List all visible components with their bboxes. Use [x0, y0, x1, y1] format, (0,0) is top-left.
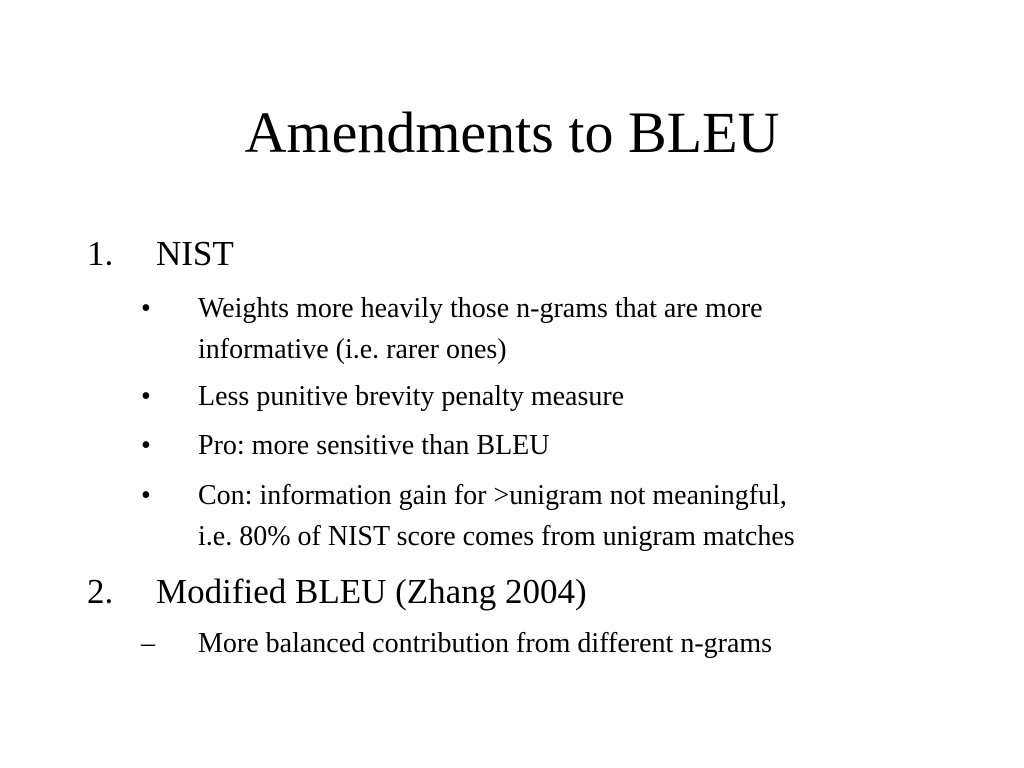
sub-item	[0, 288, 1024, 370]
sub-item	[0, 376, 1024, 417]
bullet-marker: •	[141, 293, 151, 324]
bullet-marker: •	[141, 430, 151, 461]
sub-item	[0, 623, 1024, 664]
list-item-modified-bleu	[0, 572, 1024, 612]
bullet-marker: •	[141, 381, 151, 412]
slide-title: Amendments to BLEU	[244, 100, 780, 165]
list-item-nist	[0, 234, 1024, 274]
list-item-number: 2.	[87, 572, 114, 611]
list-item-number: 1.	[87, 234, 114, 273]
sub-item-text: Con: information gain for >unigram not meaningful, i.e. 80% of NIST score comes from unigram matches	[198, 480, 795, 552]
sub-item	[0, 475, 1024, 557]
sub-item-text: Less punitive brevity penalty measure	[198, 381, 625, 412]
sub-item	[0, 425, 1024, 466]
list-item-text: NIST	[156, 234, 234, 273]
list-item-text: Modified BLEU (Zhang 2004)	[156, 572, 587, 611]
sub-item-text: Pro: more sensitive than BLEU	[198, 430, 550, 461]
bullet-marker: •	[141, 480, 151, 511]
dash-marker: –	[141, 628, 155, 659]
sub-item-text: Weights more heavily those n-grams that are more informative (i.e. rarer ones)	[198, 293, 763, 365]
sub-item-text: More balanced contribution from different n-grams	[198, 628, 773, 659]
